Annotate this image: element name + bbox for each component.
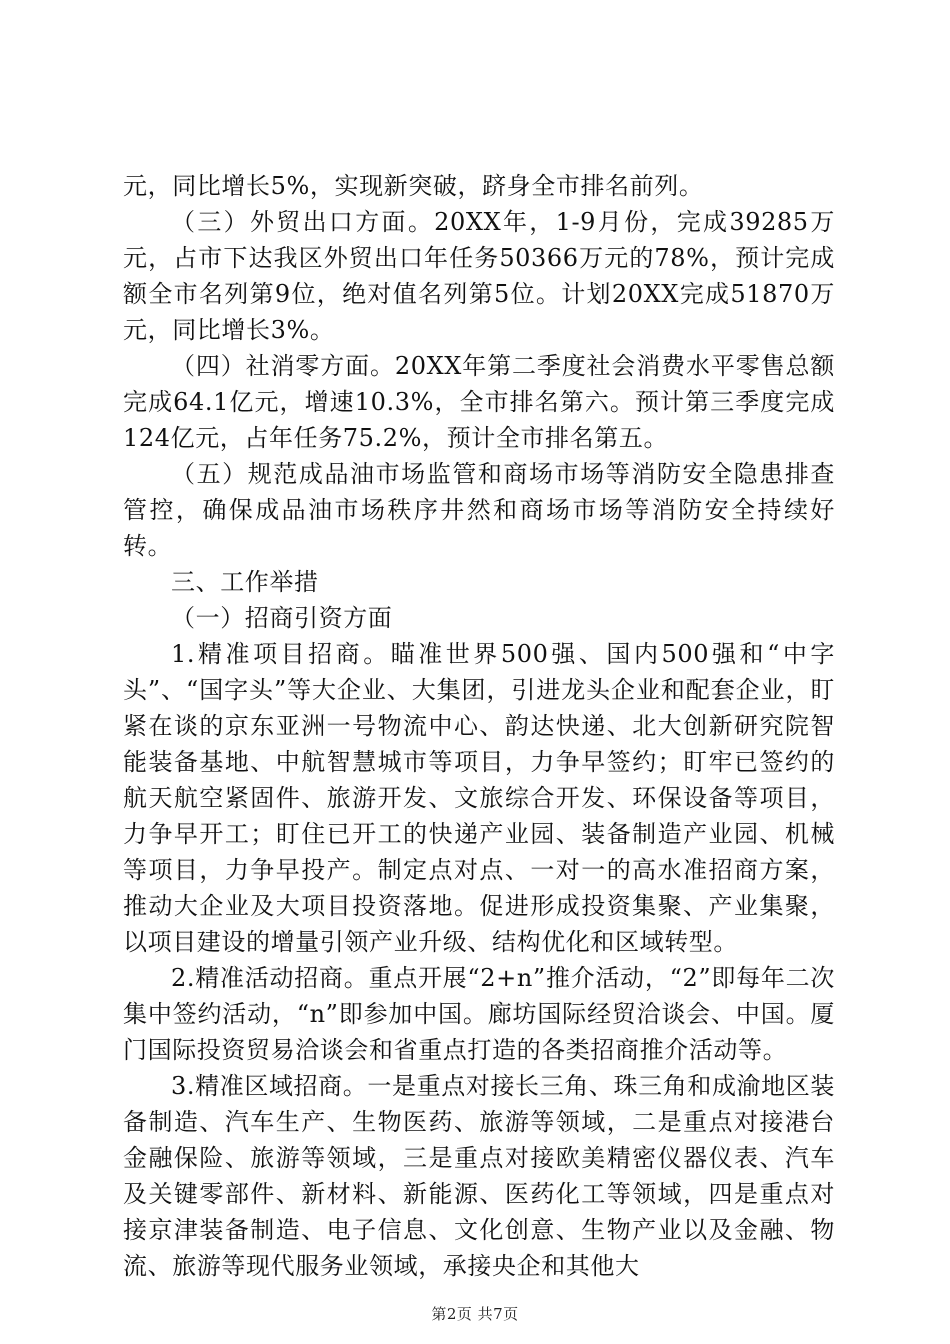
page-number-footer: 第2页 共7页 [431,1305,519,1323]
paragraph-project-investment: 1.精准项目招商。瞄准世界500强、国内500强和“中字头”、“国字头”等大企业、大集团，引进龙头企业和配套企业，盯紧在谈的京东亚洲一号物流中心、韵达快递、北大创新研究院智能装备基地、中航智慧城市等项目，力争早签约；盯牢已签约的航天航空紧固件、旅游开发、文旅综合开发、环保设备等项目，力争早开工；盯住已开工的快递产业园、装备制造产业园、机械等项目，力争早投产。制定点对点、一对一的高水准招商方案，推动大企业及大项目投资落地。促进形成投资集聚、产业集聚，以项目建设的增量引领产业升级、结构优化和区域转型。 [123,640,835,956]
paragraph-foreign-trade: （三）外贸出口方面。20XX年，1-9月份，完成39285万元，占市下达我区外贸出口年任务50366万元的78%，预计完成额全市名列第9位，绝对值名列第5位。计划20XX完成51870万元，同比增长3%。 [123,208,835,344]
document-body [123,168,835,1284]
subsection-heading-investment: （一）招商引资方面 [171,604,393,632]
paragraph-activity-investment: 2.精准活动招商。重点开展“2+n”推介活动，“2”即每年二次集中签约活动，“n”即参加中国。廊坊国际经贸洽谈会、中国。厦门国际投资贸易洽谈会和省重点打造的各类招商推介活动等。 [123,964,835,1064]
paragraph-fire-safety: （五）规范成品油市场监管和商场市场等消防安全隐患排查管控，确保成品油市场秩序井然和商场市场等消防安全持续好转。 [123,460,835,560]
paragraph-retail-sales: （四）社消零方面。20XX年第二季度社会消费水平零售总额完成64.1亿元，增速10.3%，全市排名第六。预计第三季度完成124亿元，占年任务75.2%，预计全市排名第五。 [123,352,835,452]
paragraph-continuation: 元，同比增长5%，实现新突破，跻身全市排名前列。 [123,172,704,200]
section-heading-measures: 三、工作举措 [171,568,319,596]
paragraph-regional-investment: 3.精准区域招商。一是重点对接长三角、珠三角和成渝地区装备制造、汽车生产、生物医药、旅游等领域，二是重点对接港台金融保险、旅游等领域，三是重点对接欧美精密仪器仪表、汽车及关键零部件、新材料、新能源、医药化工等领域，四是重点对接京津装备制造、电子信息、文化创意、生物产业以及金融、物流、旅游等现代服务业领域，承接央企和其他大 [123,1072,835,1280]
